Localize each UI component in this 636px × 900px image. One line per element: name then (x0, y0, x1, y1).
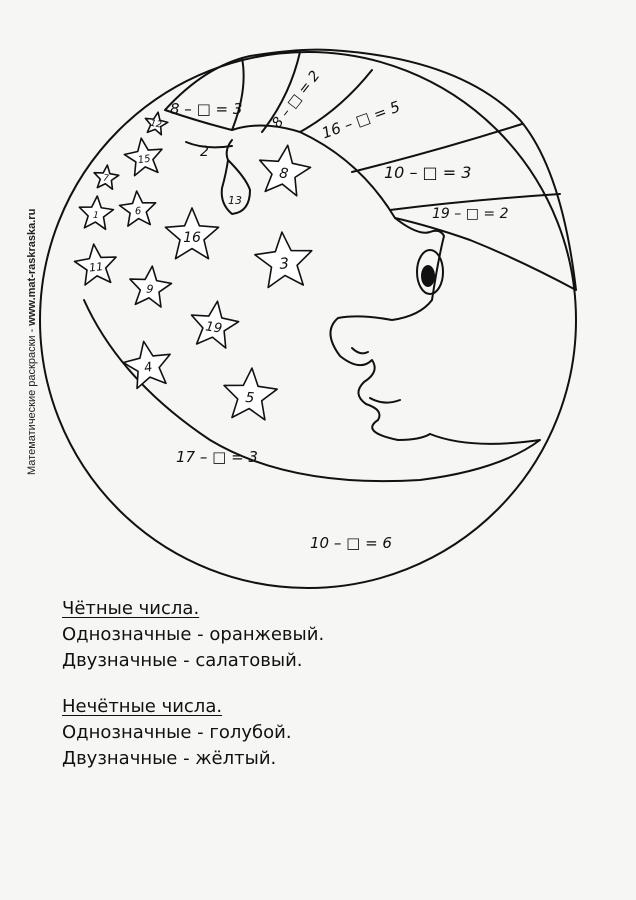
star-label: 12 (149, 118, 163, 131)
star-9 (127, 264, 173, 308)
region-hat-small: 2 (200, 144, 209, 160)
crescent-inner-edge (84, 300, 540, 481)
star-label: 8 (278, 165, 290, 183)
region-face-lower: 17 – □ = 3 (176, 448, 258, 466)
legend-odd-single: Однозначные - голубой. (62, 722, 292, 743)
side-caption-prefix: Математические раскраски - (26, 325, 38, 475)
star-label: 4 (142, 359, 154, 377)
star-1 (78, 195, 114, 230)
side-caption-site: www.mat-raskraska.ru (26, 208, 38, 326)
star-label: 9 (145, 282, 155, 297)
star-3 (253, 230, 314, 288)
legend-even-single: Однозначные - оранжевый. (62, 624, 325, 645)
star-label: 7 (102, 173, 110, 185)
region-hat-right: 10 – □ = 3 (384, 163, 472, 182)
moon-nostril (352, 348, 368, 353)
star-7 (93, 164, 120, 190)
star-label: 6 (134, 205, 142, 218)
legend-odd-heading: Нечётные числа. (62, 696, 223, 717)
star-19 (188, 298, 241, 349)
hat-small-fold (186, 142, 232, 147)
star-5 (222, 366, 279, 420)
star-12 (143, 110, 169, 135)
star-16 (165, 208, 218, 259)
legend-odd-double: Двузначные - жёлтый. (62, 748, 277, 769)
star-label: 15 (137, 153, 152, 167)
region-hat-brim: 19 – □ = 2 (432, 206, 509, 222)
star-label: 3 (278, 254, 290, 273)
region-crescent-bottom: 10 – □ = 6 (310, 534, 392, 552)
hat-tassel-string (227, 140, 232, 160)
star-6 (119, 190, 158, 227)
moon-face-mouth (370, 398, 400, 403)
star-label: 16 (183, 230, 201, 247)
star-label: 5 (244, 389, 255, 407)
legend-even (62, 596, 324, 674)
region-hat-mid: 16 – □ = 5 (319, 97, 403, 143)
region-hat-top-left: 8 – □ = 3 (170, 100, 243, 118)
star-4 (120, 337, 175, 390)
legend-even-double: Двузначные - салатовый. (62, 650, 303, 671)
star-11 (73, 242, 119, 286)
star-label: 1 (92, 210, 100, 222)
legend-odd (62, 694, 292, 772)
moon-eye-pupil (421, 265, 435, 287)
legend-even-heading: Чётные числа. (62, 598, 200, 619)
star-8 (256, 142, 314, 197)
region-hat-top-mid: 8 – □ = 2 (269, 67, 324, 132)
star-15 (122, 136, 165, 177)
star-label: 11 (88, 260, 104, 275)
hat-seam-1 (232, 58, 244, 130)
region-hat-tassel: 13 (228, 194, 242, 207)
star-label: 19 (204, 319, 223, 337)
stars-layer (73, 110, 314, 420)
